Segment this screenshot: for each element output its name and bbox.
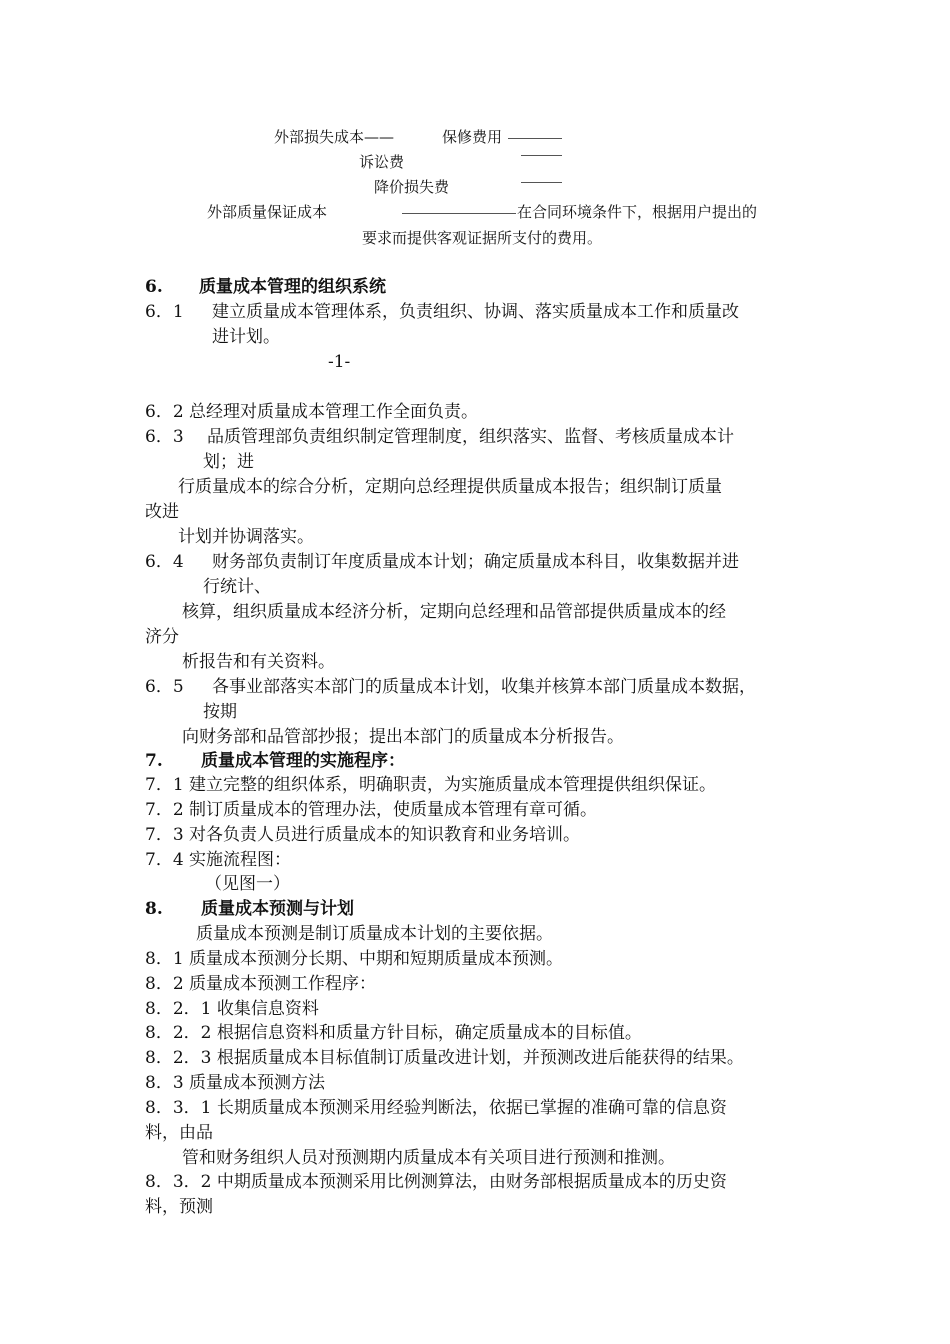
clause-number: 6．3	[145, 427, 184, 447]
figure-reference: （见图一）	[205, 874, 290, 894]
page-number: -1-	[328, 352, 351, 372]
paragraph-line: 8．1 质量成本预测分长期、中期和短期质量成本预测。	[145, 949, 564, 969]
connector-line	[521, 155, 562, 156]
paragraph-line: 行质量成本的综合分析，定期向总经理提供质量成本报告；组织制订质量	[178, 477, 722, 497]
external-assurance-label: 外部质量保证成本	[207, 203, 328, 221]
connector-line	[521, 182, 562, 183]
paragraph-line: 向财务部和品管部抄报；提出本部门的质量成本分析报告。	[182, 727, 624, 747]
external-assurance-desc: 要求而提供客观证据所支付的费用。	[362, 229, 603, 247]
clause-number: 6．1	[145, 302, 184, 322]
paragraph-line: 8．2．1 收集信息资料	[145, 999, 319, 1019]
paragraph-line: 8．3．2 中期质量成本预测采用比例测算法，由财务部根据质量成本的历史资	[145, 1172, 727, 1192]
warranty-label: 保修费用	[442, 128, 503, 146]
paragraph-line: 建立质量成本管理体系，负责组织、协调、落实质量成本工作和质量改	[212, 302, 739, 322]
clause-number: 6．5	[145, 677, 184, 697]
paragraph-line: 料，由品	[145, 1123, 213, 1143]
paragraph-line: 7．1 建立完整的组织体系，明确职责，为实施质量成本管理提供组织保证。	[145, 775, 717, 795]
paragraph-line: 6．2 总经理对质量成本管理工作全面负责。	[145, 402, 479, 422]
external-assurance-desc: 在合同环境条件下，根据用户提出的	[517, 203, 758, 221]
paragraph-line: 核算，组织质量成本经济分析，定期向总经理和品管部提供质量成本的经	[182, 602, 726, 622]
paragraph-line: 8．3．1 长期质量成本预测采用经验判断法，依据已掌握的准确可靠的信息资	[145, 1098, 727, 1118]
paragraph-line: 财务部负责制订年度质量成本计划；确定质量成本科目，收集数据并进	[212, 552, 739, 572]
external-loss-label: 外部损失成本——	[274, 128, 395, 146]
paragraph-line: 8．2．3 根据质量成本目标值制订质量改进计划，并预测改进后能获得的结果。	[145, 1048, 744, 1068]
section-heading: 质量成本管理的实施程序：	[201, 751, 405, 771]
paragraph-line: 7．3 对各负责人员进行质量成本的知识教育和业务培训。	[145, 825, 581, 845]
clause-number: 6．4	[145, 552, 184, 572]
connector-line	[508, 138, 562, 139]
paragraph-line: 改进	[145, 502, 179, 522]
section-number: 7.	[145, 751, 163, 771]
paragraph-line: 7．4 实施流程图：	[145, 850, 292, 870]
paragraph-line: 8．2 质量成本预测工作程序：	[145, 974, 377, 994]
paragraph-line: 8．2．2 根据信息资料和质量方针目标，确定质量成本的目标值。	[145, 1023, 642, 1043]
paragraph-line: 行统计、	[203, 577, 271, 597]
paragraph-line: 质量成本预测是制订质量成本计划的主要依据。	[196, 924, 553, 944]
paragraph-line: 划；进	[203, 452, 254, 472]
paragraph-line: 各事业部落实本部门的质量成本计划，收集并核算本部门质量成本数据，	[212, 677, 756, 697]
paragraph-line: 按期	[203, 702, 237, 722]
paragraph-line: 进计划。	[212, 327, 280, 347]
paragraph-line: 7．2 制订质量成本的管理办法，使质量成本管理有章可循。	[145, 800, 598, 820]
paragraph-line: 料，预测	[145, 1197, 213, 1217]
section-number: 6.	[145, 277, 163, 297]
paragraph-line: 品质管理部负责组织制定管理制度，组织落实、监督、考核质量成本计	[207, 427, 734, 447]
section-heading: 质量成本管理的组织系统	[199, 277, 386, 297]
paragraph-line: 管和财务组织人员对预测期内质量成本有关项目进行预测和推测。	[182, 1148, 675, 1168]
section-number: 8.	[145, 899, 163, 919]
section-heading: 质量成本预测与计划	[201, 899, 354, 919]
paragraph-line: 计划并协调落实。	[178, 527, 314, 547]
price-reduction-label: 降价损失费	[374, 178, 450, 196]
paragraph-line: 济分	[145, 627, 179, 647]
litigation-label: 诉讼费	[359, 153, 405, 171]
paragraph-line: 析报告和有关资料。	[182, 652, 335, 672]
connector-line	[402, 213, 516, 214]
paragraph-line: 8．3 质量成本预测方法	[145, 1073, 326, 1093]
